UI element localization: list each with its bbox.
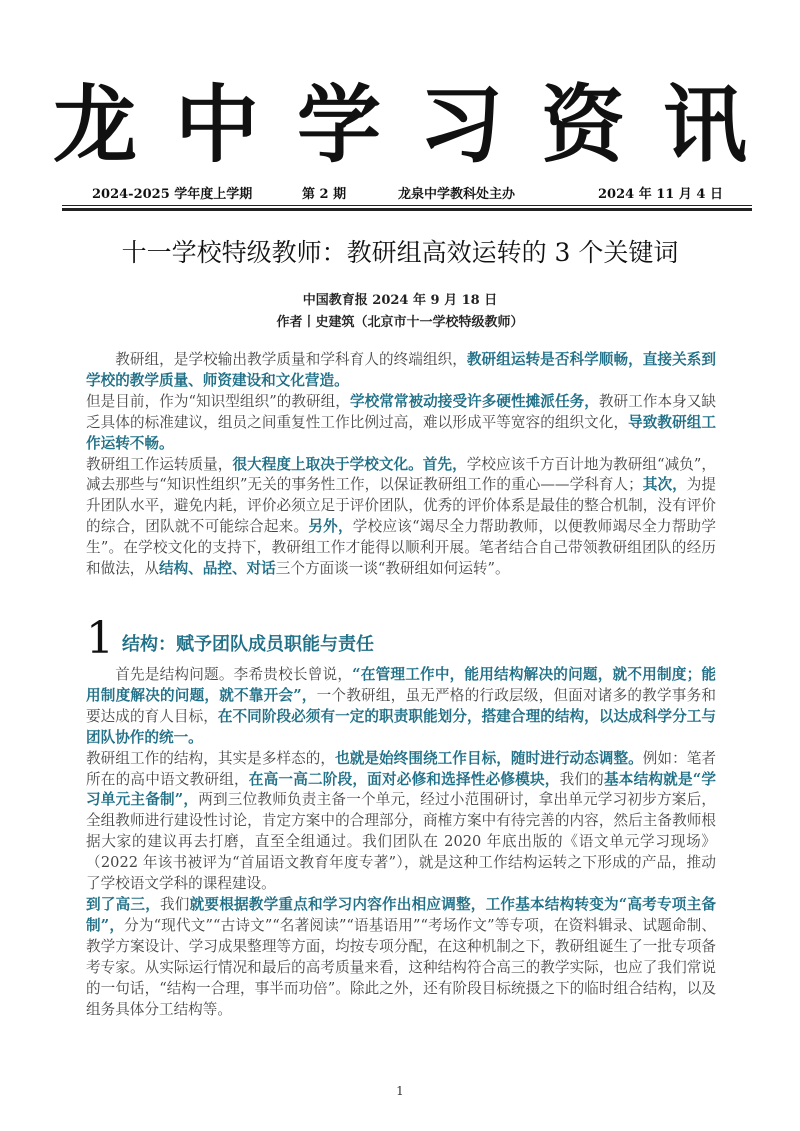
highlighted-text: “在管理工作中，能用结构解决的问题，就不用制度；能用制度解决的问题，就不靠开会”， [86, 666, 716, 704]
article-author: 作者丨史建筑（北京市十一学校特级教师） [276, 315, 524, 330]
article-source: 中国教育报 2024 年 9 月 18 日 [302, 293, 498, 308]
term-label: 2024-2025 学年度上学期 [92, 187, 253, 202]
body-text: 例如：笔者所在的高中语文教研组， [86, 749, 716, 788]
page-number: 1 [396, 1084, 404, 1098]
body-text: 学校应该千方百计地为教研组“减负”，减去那些与“知识性组织”无关的事务性工作，以保证教研组工作的重心——学科育人； [86, 455, 716, 494]
section-1-paragraph-2 [86, 749, 716, 895]
highlighted-text: 教研组运转是否科学顺畅，直接关系到学校的教学质量、师资建设和文化营造。 [86, 351, 716, 389]
body-text: 但是目前，作为“知识型组织”的教研组， [86, 392, 350, 410]
highlighted-text: 导致教研组工作运转不畅。 [86, 413, 716, 452]
header-rule-thin [62, 205, 752, 206]
body-text: 分为“现代文”“古诗文”“名著阅读”“语基语用”“考场作文”等专项，在资料辑录、试题命制、教学方案设计、学习成果整理等方面，均按专项分配，在这种机制之下，教研组诞生了一批专项备考专家。从实际运行情况和最后的高考质量来看，这种结构符合高三的教学实际，也应了我们常说的一句话，“结构一合理，事半而功倍”。除此之外，还有阶段目标统摄之下的临时组合结构，以及组务具体分工结构等。 [86, 916, 716, 1018]
highlighted-text: 就要根据教学重点和学习内容作出相应调整，工作基本结构转变为“高考专项主备制”， [86, 895, 716, 934]
body-text: 为提升团队水平，避免内耗，评价必须立足于评价团队，优秀的评价体系是最佳的整合机制，没有评价的综合，团队就不可能综合起来。 [86, 476, 716, 536]
body-text: 我们的 [559, 770, 604, 788]
highlighted-text: 其次， [642, 476, 687, 494]
issue-number: 第 2 期 [302, 187, 347, 202]
intro-paragraph-2 [86, 392, 716, 455]
section-1-paragraph-3 [86, 895, 716, 1020]
highlighted-text: 也就是始终围绕工作目标，随时进行动态调整。 [335, 749, 643, 767]
body-text: 教研工作本身又缺乏具体的标准建议，组员之间重复性工作比例过高，难以形成平等宽容的组织文化， [86, 392, 716, 431]
highlighted-text: 在高一高二阶段，面对必修和选择性必修模块， [248, 770, 560, 788]
body-text: 三个方面谈一谈“教研组如何运转”。 [275, 560, 510, 578]
intro-paragraph-3 [86, 455, 716, 580]
article-headline: 十一学校特级教师：教研组高效运转的 3 个关键词 [121, 238, 679, 267]
highlighted-text: 很大程度上取决于学校文化。首先， [232, 455, 467, 473]
highlighted-text: 在不同阶段必须有一定的职责职能划分，搭建合理的结构，以达成科学分工与团队协作的统一。 [86, 707, 716, 746]
issue-info-row [92, 183, 723, 203]
body-text: 教研组，是学校输出教学质量和学科育人的终端组织， [115, 351, 467, 368]
body-text: 首先是结构问题。李希贵校长曾说， [115, 666, 353, 683]
publisher-label: 龙泉中学教科处主办 [398, 187, 516, 202]
body-text: 两到三位教师负责主备一个单元，经过小范围研讨，拿出单元学习初步方案后，全组教师进行建设性讨论，肯定方案中的合理部分，商榷方案中有待完善的内容，然后主备教师根据大家的建议再去打磨，直至全组通过。我们团队在 2020 年底出版的《语文单元学习现场》（2022 年该书被评为“首届语文教育年度专著”），就是这种工作结构运转之下形成的产品，推动了学校语文学科的课程建设。 [86, 791, 716, 893]
header-rule-thick [62, 208, 752, 211]
section-1-paragraph-1 [86, 665, 716, 749]
body-text: 我们 [160, 895, 190, 913]
section-title: 结构：赋予团队成员职能与责任 [122, 634, 374, 655]
section-number: 1 [86, 613, 114, 664]
highlighted-text: 基本结构就是“学习单元主备制”， [86, 770, 716, 809]
highlighted-text: 学校常常被动接受许多硬性摊派任务， [349, 392, 599, 410]
intro-body [86, 350, 716, 580]
issue-date: 2024 年 11 月 4 日 [598, 187, 723, 202]
body-text: 学校应该“竭尽全力帮助教师，以便教师竭尽全力帮助学生”。在学校文化的支持下，教研组工作才能得以顺利开展。笔者结合自己带领教研组团队的经历和做法，从 [86, 518, 716, 578]
intro-paragraph-1 [86, 350, 716, 392]
highlighted-text: 另外， [308, 518, 353, 536]
highlighted-text: 结构、品控、对话 [158, 560, 276, 578]
body-text: 教研组工作运转质量， [86, 455, 233, 473]
masthead-title: 龙中学习资讯 [52, 75, 785, 174]
highlighted-text: 到了高三， [86, 895, 160, 913]
section-1-body [86, 665, 716, 1020]
section-1-heading [86, 613, 374, 664]
body-text: 一个教研组，虽无严格的行政层级，但面对诸多的教学事务和要达成的育人目标， [86, 686, 716, 725]
body-text: 教研组工作的结构，其实是多样态的， [86, 749, 336, 767]
